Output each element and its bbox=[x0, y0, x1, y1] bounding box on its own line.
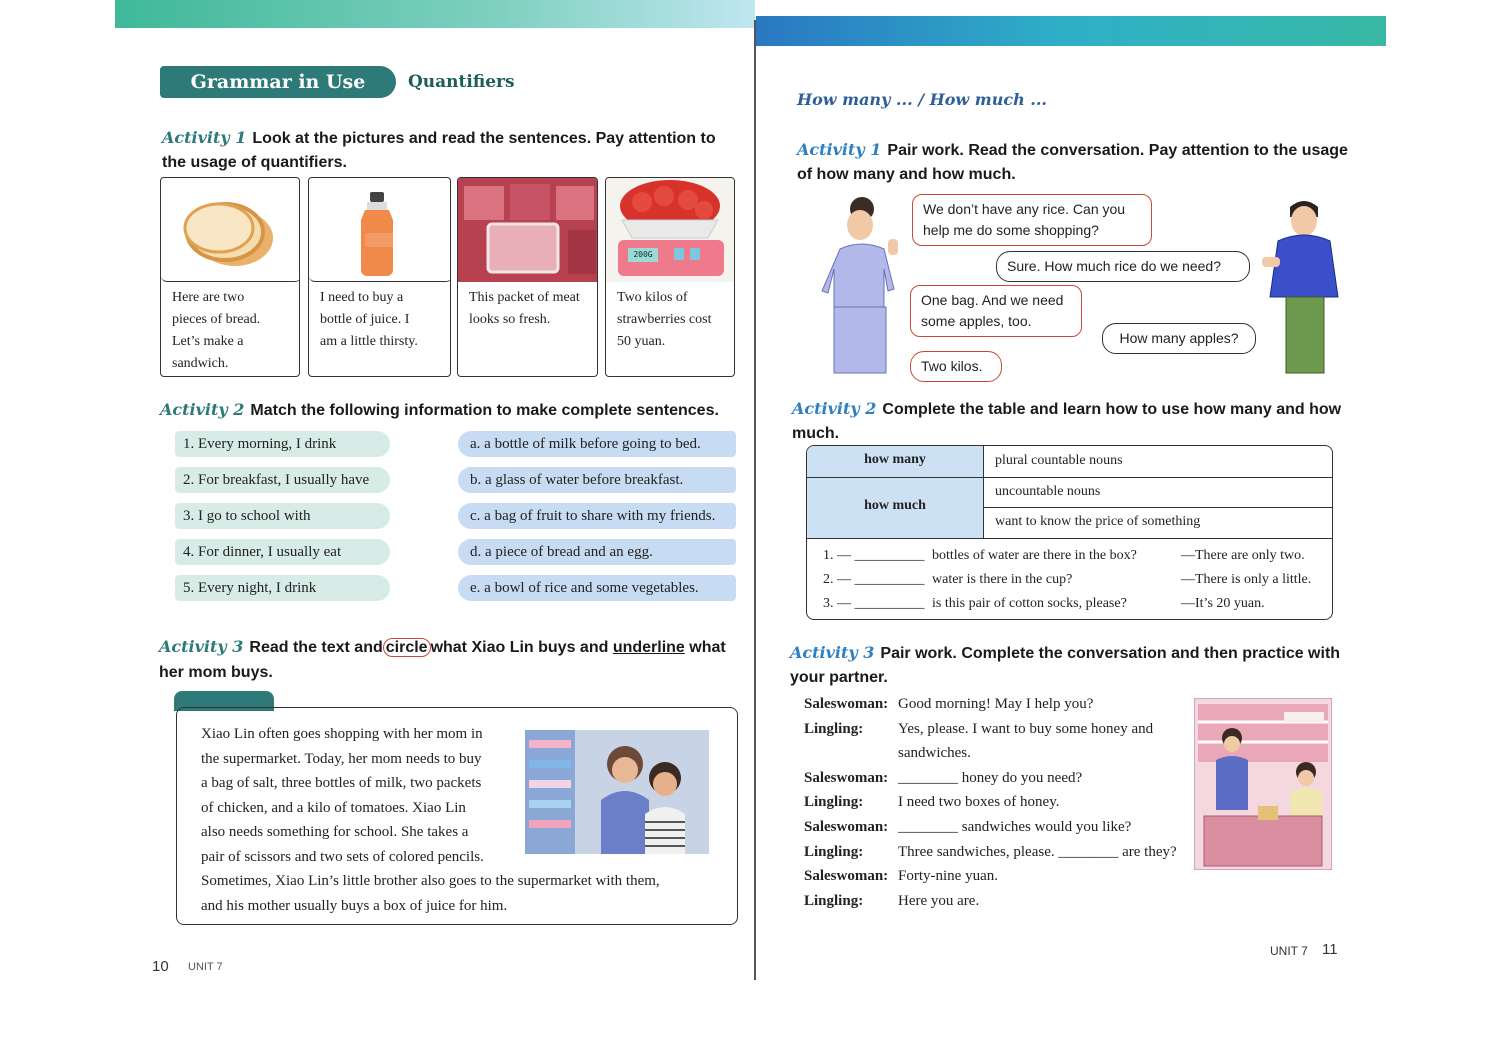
activity1-tag: Activity 1 bbox=[162, 128, 247, 147]
underline-word: underline bbox=[612, 639, 685, 656]
card-line: Here are two bbox=[172, 290, 245, 305]
match-left-2[interactable]: 2. For breakfast, I usually have bbox=[175, 467, 390, 493]
card-line: am a little thirsty. bbox=[320, 334, 418, 349]
activity3-tag: Activity 3 bbox=[159, 637, 244, 656]
reading-line: and his mother usually buys a box of juice for him. bbox=[201, 897, 508, 914]
speaker: Lingling: bbox=[804, 720, 864, 737]
speaker: Saleswoman: bbox=[804, 868, 889, 885]
juice-image bbox=[309, 178, 451, 282]
card-line: sandwich. bbox=[172, 356, 229, 371]
conv-text[interactable]: ________ sandwiches would you like? bbox=[898, 818, 1132, 835]
conv-line-3 bbox=[804, 741, 1194, 766]
conv-text: sandwiches. bbox=[898, 745, 971, 762]
bubble-text: How many apples? bbox=[1119, 330, 1239, 346]
table-div-h1 bbox=[807, 477, 1333, 478]
table-val-1: plural countable nouns bbox=[995, 453, 1123, 468]
conv-text: Yes, please. I want to buy some honey and bbox=[898, 720, 1154, 737]
shop-illustration bbox=[1194, 698, 1332, 870]
card-line: strawberries cost bbox=[617, 312, 712, 327]
card-strawberries-text bbox=[617, 287, 711, 353]
section-topic: Quantifiers bbox=[408, 72, 515, 92]
reading-line: Xiao Lin often goes shopping with her mom in bbox=[201, 726, 483, 742]
conv-text: Good morning! May I help you? bbox=[898, 696, 1094, 712]
shopping-photo-icon bbox=[525, 730, 709, 854]
reading-text-wide bbox=[201, 869, 721, 918]
act3-part2: what Xiao Lin buys and bbox=[430, 639, 609, 656]
activity1-line1: Look at the pictures and read the sentences. Pay attention to bbox=[252, 130, 716, 147]
r-activity3-tag: Activity 3 bbox=[790, 643, 875, 662]
bubble-2 bbox=[996, 251, 1250, 282]
reading-line: pair of scissors and two sets of colored pencils. bbox=[201, 848, 484, 865]
r-activity1-tag: Activity 1 bbox=[797, 140, 882, 159]
conv-text: Forty-nine yuan. bbox=[898, 868, 998, 885]
table-key-how-much: how much bbox=[864, 498, 926, 513]
r-act2-line1: Complete the table and learn how to use how many and how bbox=[882, 401, 1342, 418]
act3-line2: her mom buys. bbox=[159, 664, 273, 681]
bubble-text: We don’t have any rice. Can you help me do some shopping? bbox=[923, 201, 1126, 238]
right-title: How many ... / How much ... bbox=[797, 90, 1047, 109]
r-act3-line2: your partner. bbox=[790, 669, 888, 686]
reading-line: the supermarket. Today, her mom needs to buy bbox=[201, 750, 482, 767]
exercise-row-2 bbox=[823, 568, 1328, 592]
card-line: looks so fresh. bbox=[469, 312, 551, 327]
match-right-b[interactable]: b. a glass of water before breakfast. bbox=[458, 467, 736, 493]
bubble-3 bbox=[910, 285, 1082, 337]
match-left-5[interactable]: 5. Every night, I drink bbox=[175, 575, 390, 601]
left-top-banner bbox=[115, 0, 755, 28]
exercise-row-1 bbox=[823, 544, 1328, 568]
r-act3-line1: Pair work. Complete the conversation and then practice with bbox=[880, 645, 1341, 662]
reading-text-narrow bbox=[201, 722, 511, 870]
r-activity2-tag: Activity 2 bbox=[792, 399, 877, 418]
ex-blank[interactable]: __________ bbox=[854, 572, 925, 587]
conv-line-1 bbox=[804, 692, 1194, 717]
ex-question: water is there in the cup? bbox=[932, 572, 1073, 587]
card-line: pieces of bread. bbox=[172, 312, 261, 327]
match-right-d[interactable]: d. a piece of bread and an egg. bbox=[458, 539, 736, 565]
conv-text: Here you are. bbox=[898, 892, 980, 909]
card-line: Two kilos of bbox=[617, 290, 688, 305]
reading-box bbox=[176, 707, 738, 925]
table-key-how-many: how many bbox=[864, 452, 926, 467]
conv-line-8 bbox=[804, 864, 1194, 889]
conv-line-5 bbox=[804, 790, 1194, 815]
match-left-4[interactable]: 4. For dinner, I usually eat bbox=[175, 539, 390, 565]
section-label: Grammar in Use bbox=[190, 71, 366, 93]
match-left-1[interactable]: 1. Every morning, I drink bbox=[175, 431, 390, 457]
card-juice-text bbox=[320, 287, 418, 353]
circle-word: circle bbox=[383, 638, 431, 657]
speaker: Lingling: bbox=[804, 892, 864, 909]
shop-scene-icon bbox=[1194, 698, 1332, 870]
speaker: Saleswoman: bbox=[804, 818, 889, 835]
mother-character-icon bbox=[818, 195, 910, 377]
bubble-text: Sure. How much rice do we need? bbox=[1007, 258, 1221, 274]
card-line: This packet of meat bbox=[469, 290, 580, 305]
usage-table bbox=[806, 445, 1333, 620]
card-line: bottle of juice. I bbox=[320, 312, 410, 327]
r-activity1-instruction bbox=[797, 138, 1357, 187]
bubble-1 bbox=[912, 194, 1152, 246]
speaker: Lingling: bbox=[804, 794, 864, 811]
conv-text: I need two boxes of honey. bbox=[898, 794, 1060, 811]
strawberries-image bbox=[606, 178, 735, 282]
juice-bottle-icon bbox=[309, 178, 451, 282]
woman-figure bbox=[818, 195, 910, 377]
activity2-tag: Activity 2 bbox=[160, 400, 245, 419]
bubble-5 bbox=[910, 351, 1002, 382]
speaker: Lingling: bbox=[804, 843, 864, 860]
ex-answer: —It’s 20 yuan. bbox=[1181, 596, 1265, 611]
activity1-instruction bbox=[162, 126, 752, 175]
ex-blank[interactable]: __________ bbox=[854, 596, 925, 611]
bread-image bbox=[161, 178, 300, 282]
activity3-instruction bbox=[159, 634, 749, 685]
card-line: Let’s make a bbox=[172, 334, 244, 349]
speaker: Saleswoman: bbox=[804, 769, 889, 786]
meat-packet-icon bbox=[458, 178, 598, 282]
table-div-h2 bbox=[983, 507, 1333, 508]
table-div-h3 bbox=[807, 538, 1333, 539]
conv-line-2 bbox=[804, 717, 1194, 742]
card-line: 50 yuan. bbox=[617, 334, 666, 349]
match-right-c[interactable]: c. a bag of fruit to share with my friends. bbox=[458, 503, 736, 529]
card-line: I need to buy a bbox=[320, 290, 404, 305]
meat-image bbox=[458, 178, 598, 282]
scale-readout: 200G bbox=[633, 250, 653, 259]
ex-blank[interactable]: __________ bbox=[854, 548, 925, 563]
activity2-instruction bbox=[160, 398, 750, 423]
card-bread-text bbox=[172, 287, 260, 375]
ex-num: 3. — bbox=[823, 596, 851, 611]
bubble-text: One bag. And we need some apples, too. bbox=[921, 292, 1064, 329]
exercise-row-3 bbox=[823, 592, 1328, 616]
r-act1-line2: of how many and how much. bbox=[797, 166, 1016, 183]
bread-icon bbox=[161, 178, 300, 282]
r-act2-line2: much. bbox=[792, 425, 840, 442]
ex-num: 1. — bbox=[823, 548, 851, 563]
act3-part3: what bbox=[689, 639, 726, 656]
boy-character-icon bbox=[1262, 195, 1342, 377]
match-right-e[interactable]: e. a bowl of rice and some vegetables. bbox=[458, 575, 736, 601]
act3-part1: Read the text and bbox=[249, 639, 383, 656]
section-label-badge bbox=[160, 66, 396, 98]
conv-line-7 bbox=[804, 840, 1194, 865]
ex-num: 2. — bbox=[823, 572, 851, 587]
conv-line-6 bbox=[804, 815, 1194, 840]
r-activity2-instruction bbox=[792, 397, 1352, 446]
reading-line: a bag of salt, three bottles of milk, two packets bbox=[201, 775, 482, 792]
activity1-line2: the usage of quantifiers. bbox=[162, 154, 347, 171]
r-activity3-instruction bbox=[790, 641, 1350, 690]
reading-line: Sometimes, Xiao Lin’s little brother also goes to the supermarket with them, bbox=[201, 873, 660, 889]
left-page-number: 10 bbox=[152, 958, 169, 975]
conv-line-4 bbox=[804, 766, 1194, 791]
conv-text[interactable]: ________ honey do you need? bbox=[898, 769, 1083, 786]
activity2-text: Match the following information to make complete sentences. bbox=[250, 402, 719, 419]
r-act1-line1: Pair work. Read the conversation. Pay attention to the usage bbox=[887, 142, 1348, 159]
bubble-4 bbox=[1102, 323, 1256, 354]
match-right-a[interactable]: a. a bottle of milk before going to bed. bbox=[458, 431, 736, 457]
left-unit-label: UNIT 7 bbox=[188, 961, 223, 973]
strawberry-scale-icon bbox=[606, 178, 735, 282]
speaker: Saleswoman: bbox=[804, 696, 889, 712]
match-left-3[interactable]: 3. I go to school with bbox=[175, 503, 390, 529]
conv-text[interactable]: Three sandwiches, please. ________ are they? bbox=[898, 843, 1177, 860]
conv-line-9 bbox=[804, 889, 1194, 914]
card-meat-text bbox=[469, 287, 580, 331]
exercise-rows bbox=[823, 544, 1328, 616]
right-unit-label: UNIT 7 bbox=[1270, 944, 1308, 958]
right-page-number: 11 bbox=[1322, 941, 1338, 958]
right-top-banner bbox=[756, 16, 1386, 46]
table-val-2: uncountable nouns bbox=[995, 484, 1101, 499]
ex-question: is this pair of cotton socks, please? bbox=[932, 596, 1127, 611]
reading-line: also needs something for school. She takes a bbox=[201, 824, 469, 841]
man-figure bbox=[1262, 195, 1342, 377]
picture-card-meat bbox=[457, 177, 598, 377]
reading-line: of chicken, and a kilo of tomatoes. Xiao Lin bbox=[201, 799, 466, 816]
ex-answer: —There are only two. bbox=[1181, 548, 1305, 563]
table-div-v bbox=[983, 446, 984, 538]
conversation bbox=[804, 692, 1194, 913]
ex-question: bottles of water are there in the box? bbox=[932, 548, 1137, 563]
bubble-text: Two kilos. bbox=[921, 358, 983, 374]
supermarket-photo bbox=[525, 730, 709, 854]
table-val-3: want to know the price of something bbox=[995, 514, 1201, 529]
ex-answer: —There is only a little. bbox=[1181, 572, 1312, 587]
page-gutter bbox=[754, 20, 756, 980]
